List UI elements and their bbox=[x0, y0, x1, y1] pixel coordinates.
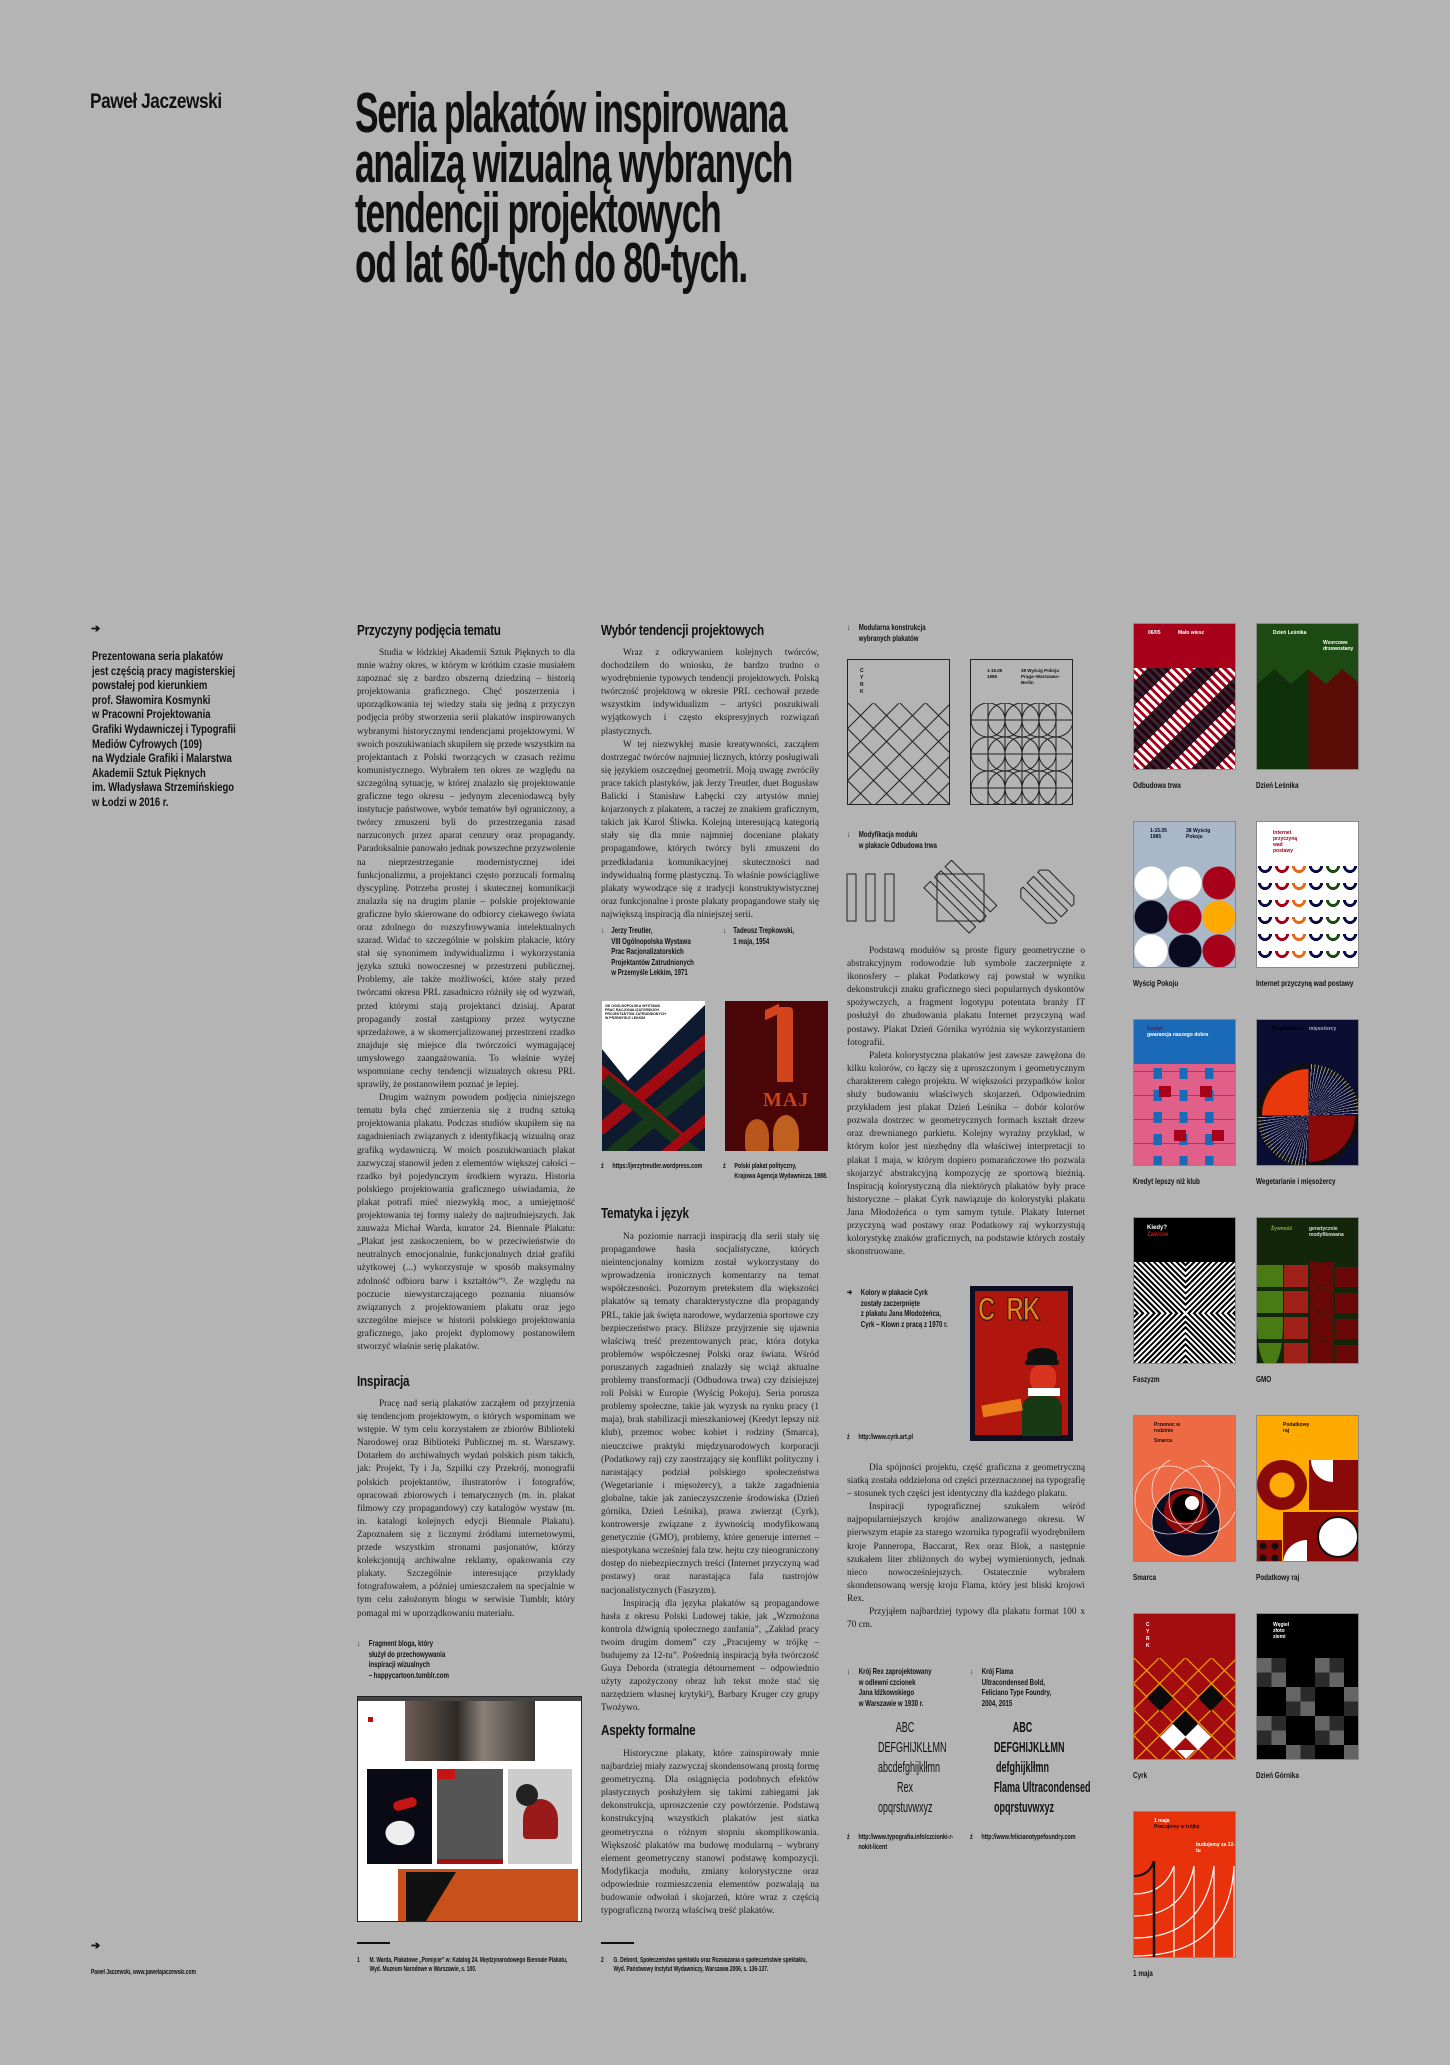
poster-smarca[interactable] bbox=[1133, 1415, 1236, 1562]
specimen-line: Rex bbox=[896, 1779, 914, 1796]
poster-text-line: ziemi bbox=[1273, 1634, 1286, 1640]
footnote-rule bbox=[601, 1942, 634, 1944]
poster-text: Zawsze bbox=[1147, 1232, 1169, 1238]
eye-circles-icon bbox=[1134, 1460, 1236, 1562]
intro-line: powstałej pod kierunkiem bbox=[92, 680, 208, 693]
footnote-number: 2 bbox=[601, 1957, 604, 1964]
letter: Y bbox=[860, 675, 864, 681]
section-inspiracja bbox=[357, 1373, 575, 1621]
red-block bbox=[1159, 1086, 1171, 1097]
poster-label: Podatkowy raj bbox=[1256, 1572, 1300, 1582]
number-one-shape bbox=[777, 1007, 793, 1082]
intro-line: na Wydziale Grafiki i Malarstwa bbox=[92, 753, 232, 766]
stripe-overlay bbox=[1134, 668, 1236, 770]
specimen-line: defghijklłmn bbox=[995, 1759, 1050, 1776]
intro-line: Mediów Cyfrowych (109) bbox=[92, 738, 203, 751]
dove-shape bbox=[745, 1119, 769, 1151]
paragraph: Drugim ważnym powodem podjęcia niniejszego tematu była chęć zmierzenia się z trudną sztuką projektowania plakatu. Podczas studiów skupiłem się na zagadnieniach związanych z identyfikacją wizualną oraz grafiką wydawniczą. W moich poszukiwaniach plakat zazwyczaj stanowił jeden z elementów większej całości – rzadko był pojedynczym środkiem wyrazu. Historia polskiego projektowania graficznego uświadamia, że plakat potrafi mieć niezwykłą moc, a umiejętność projektowania tej formy należy do najtrudniejszych. Jak zauważa Michał Warda, kurator 24. Biennale Plakatu: „Plakat jest zaskoczeniem, bo w przeciwieństwie do neutralnych emocjonalnie, funkcjonalnych dział grafiki użytkowej (...) wykorzystuje w sposób maksymalny zdolność odbioru barw i kształtów”¹. Ze względu na poczucie niewystarczającego poznania niuansów związanych z projektowaniem plakatu oraz jego szczególne miejsce w historii polskiego projektowania graficznego, jako projekt dyplomowy postanowiłem stworzyć właśnie serię plakatów. bbox=[357, 1093, 575, 1352]
poster-title: MAJ bbox=[763, 1089, 810, 1111]
tulip-column bbox=[1257, 1262, 1283, 1364]
author-name: Paweł Jaczewski bbox=[90, 90, 222, 113]
footnote-number: 1 bbox=[357, 1957, 360, 1964]
caption-line: Feliciano Type Foundry, bbox=[981, 1687, 1052, 1697]
poster-wyscig-pokoju[interactable] bbox=[1133, 821, 1236, 968]
running-track-icon bbox=[1134, 1856, 1236, 1958]
poster-text-line: PROJEKTANTÓW ZATRUDNIONYCH bbox=[605, 1012, 666, 1016]
title-line: Seria plakatów inspirowana bbox=[355, 81, 787, 145]
text-line: Praga–Warszawa–Berlin bbox=[1021, 674, 1061, 685]
source-flama bbox=[970, 1832, 1117, 1842]
paragraph: W tej niezwykłej masie kreatywności, zacząłem dostrzegać twórców najmniej licznych, którzy posługiwali się językiem oszczędnej geometrii. Moją uwagę zwróciły prace takich plastyków, jak Jerzy Treutler, duet Bogusław Balicki i Stanisław Łabęcki czy artystów mniej kojarzonych z plakatem, a raczej ze znakiem graficznym, takich jak Karol Śliwka. Kolejną interesującą kategorią stały się dla mnie najmniej doceniane plakaty propagandowe, których twórcy byli zmuszeni do przedkładania komunikacyjnej skuteczności nad indywidualną formę plastyczną. To właśnie powściągliwe plakaty wywodzące się z tradycji konstruktywistycznej oraz funkcjonalne i proste plakaty propagandowe stały się największą inspiracją dla niniejszej serii. bbox=[601, 739, 819, 920]
source-mark: ź bbox=[601, 1161, 604, 1170]
letter: R bbox=[1146, 1636, 1150, 1642]
poster-cyrk[interactable] bbox=[1133, 1613, 1236, 1760]
letter: K bbox=[1146, 1643, 1150, 1649]
blog-image-orange bbox=[398, 1869, 578, 1921]
caption-line: Krój Flama bbox=[981, 1666, 1014, 1676]
poster-dzien-gornika[interactable] bbox=[1256, 1613, 1359, 1760]
paragraph: Wraz z odkrywaniem kolejnych twórców, dochodziłem do wniosku, że bardzo trudno o wyodrębnienie typowych tendencji projektowych. Polską twórczość projektową w okresie PRL cechował przede wszystkim indywidualizm – artyści poszukiwali wyjątkowych i często ekspresyjnych rozwiązań plastycznych. bbox=[601, 648, 819, 737]
trepkowski-poster bbox=[725, 1001, 828, 1151]
treutler-poster bbox=[602, 1001, 705, 1151]
poster-title: C RK bbox=[978, 1291, 1040, 1327]
orange-arcs bbox=[1291, 866, 1308, 968]
mlodozeniec-cyrk-poster bbox=[970, 1286, 1073, 1441]
poster-podatkowy-raj[interactable] bbox=[1256, 1415, 1359, 1562]
section-heading: Aspekty formalne bbox=[601, 1722, 696, 1739]
caption-line: Modyfikacja modułu bbox=[858, 829, 918, 839]
poster-text: Kredyt bbox=[1147, 1026, 1163, 1032]
diagram-text-b bbox=[1021, 668, 1072, 686]
poster-label: Kredyt lepszy niż klub bbox=[1133, 1176, 1200, 1186]
paragraph: Pracę nad serią plakatów zacząłem od przyjrzenia się tendencjom projektowym, o których wspominam we wstępie. W tym celu korzystałem ze zbiorów Biblioteki Narodowej oraz Biblioteki Publicznej m. st. Warszawy. Dotarłem do archiwalnych wydań polskich pism takich, jak: Projekt, Ty i Ja, Szpilki czy Przekrój, monografii polskich projektantów, ilustratorów i fotografów, opracowań zbiorowych i tematycznych (m. in. plakat filmowy czy propagandowy) czy katalogów wystaw (m. in. katalogi kolejnych edycji Biennale Plakatu). Zapoznałem się z licznymi źródłami internetowymi, przede wszystkim stronami pasjonatów, którzy kolekcjonują archiwalne reklamy, opakowania czy plakaty. Szczególnie interesujące przykłady fotografowałem, a później umieszczałem na specjalnie w tym celu założonym blogu w serwisie Tumblr, który pomagał mi w uporządkowaniu materiału. bbox=[357, 1399, 575, 1619]
row-mask bbox=[1134, 1064, 1236, 1166]
arrow-down-icon: ↓ bbox=[847, 622, 851, 632]
footnote-rule bbox=[357, 1942, 390, 1944]
page-title bbox=[355, 81, 913, 295]
caption-line: Jerzy Treutler, bbox=[611, 925, 653, 935]
poster-text: Mało wiesz bbox=[1178, 630, 1205, 636]
arrow-right-icon: ➔ bbox=[91, 623, 101, 635]
intro-line: jest częścią pracy magisterskiej bbox=[92, 665, 236, 678]
circle-column bbox=[1310, 1262, 1334, 1364]
intro-line: Akademii Sztuk Pięknych bbox=[92, 767, 206, 780]
section-aspekty bbox=[601, 1722, 819, 1918]
blog-logo bbox=[368, 1717, 373, 1722]
intro-line: w Pracowni Projektowania bbox=[92, 709, 211, 722]
text-line: 38 Wyścig Pokoju bbox=[1021, 668, 1060, 673]
section-heading: Wybór tendencji projektowych bbox=[601, 622, 764, 639]
poster-1-maja[interactable] bbox=[1133, 1811, 1236, 1958]
source-line: http://www.felicianotypefoundry.com bbox=[981, 1832, 1076, 1841]
poster-odbudowa-trwa[interactable] bbox=[1133, 623, 1236, 770]
poster-text-line: VIII OGÓLNOPOLSKA WYSTAWA bbox=[605, 1004, 661, 1008]
letter: Y bbox=[1146, 1629, 1150, 1635]
blog-screenshot bbox=[357, 1696, 582, 1922]
specimen-line: DEFGHIJKLŁMN bbox=[994, 1739, 1065, 1756]
font-specimen-flama bbox=[994, 1718, 1091, 1818]
section-body bbox=[601, 647, 819, 922]
modular-diagram-wyscig bbox=[970, 659, 1073, 805]
caption-font-rex bbox=[847, 1666, 964, 1708]
strawberry-column bbox=[1284, 1262, 1308, 1364]
arrow-down-icon: ↓ bbox=[357, 1638, 361, 1648]
blog-caption bbox=[357, 1638, 485, 1680]
specimen-line: DEFGHIJKLŁMN bbox=[878, 1739, 947, 1756]
poster-text: mięsożercy bbox=[1309, 1026, 1337, 1032]
poster-text: Pracujemy w trójkę bbox=[1154, 1824, 1200, 1830]
arrow-right-icon: ➔ bbox=[847, 1287, 853, 1297]
dotted-block bbox=[1257, 1540, 1282, 1562]
section-wybor bbox=[601, 622, 819, 922]
caption-line: Modularna konstrukcja bbox=[858, 622, 926, 632]
poster-internet[interactable] bbox=[1256, 821, 1359, 968]
letter: C bbox=[860, 668, 864, 674]
swiat-footer bbox=[437, 1859, 503, 1864]
caption-line: – happycartoon.tumblr.com bbox=[368, 1669, 449, 1680]
poster-faszyzm[interactable] bbox=[1133, 1217, 1236, 1364]
paragraph: Inspiracji typograficznej szukałem wśród najpopularniejszych krojów analizowanego okresu. W pierwszym etapie za starego wzornika typografii wyodrębniłem kroje Panneropa, Baccarat, Rex oraz Blok, a następnie szukałem liter zbliżonych do wybej wymienionych, jednak nieco nowocześniejszych. Ostatecznie wybrałem skondensowaną wersję kroju Flama, który jest bliski krojowi Rex. bbox=[847, 1502, 1085, 1604]
blog-image-bowling bbox=[367, 1769, 432, 1864]
dark-shape bbox=[406, 1872, 456, 1921]
poster-label: Faszyzm bbox=[1133, 1374, 1160, 1384]
modular-diagram-cyrk bbox=[847, 659, 950, 805]
specimen-line: ABC bbox=[1012, 1719, 1033, 1736]
footer-credit[interactable]: Paweł Jaczewski, www.pawelajaczewski.com bbox=[91, 1969, 196, 1976]
caption-treutler bbox=[601, 925, 730, 978]
poster-gmo[interactable] bbox=[1256, 1217, 1359, 1364]
source-line: Krajowa Agencja Wydawnicza, 1988. bbox=[734, 1170, 828, 1180]
intro-line: w Łodzi w 2016 r. bbox=[92, 796, 169, 809]
arc-pattern bbox=[1257, 866, 1359, 968]
clown-body bbox=[1022, 1396, 1062, 1436]
caption-line: Tadeusz Trepkowski, bbox=[733, 925, 795, 935]
red-shape bbox=[392, 1796, 418, 1812]
footnote-line: M. Warda, Plakatowe „Pomijcie” w: Katalog 24. Międzynarodowego Biennale Plakatu, bbox=[369, 1957, 568, 1964]
circle-pattern bbox=[1134, 866, 1236, 968]
text-line: 1-15.05 bbox=[987, 668, 1003, 673]
ring-shape bbox=[1257, 1460, 1307, 1510]
section-body bbox=[601, 1748, 819, 1918]
red-block bbox=[1174, 1130, 1186, 1141]
clown-collar bbox=[1028, 1388, 1060, 1396]
poster-label: GMO bbox=[1256, 1374, 1272, 1384]
mosaic-mask bbox=[1257, 1658, 1359, 1760]
poster-text: Internet przyczyną wad postawy bbox=[1273, 830, 1298, 854]
caption-line: Jana Idźkowskiego bbox=[858, 1687, 915, 1697]
source-mark: ź bbox=[970, 1832, 973, 1841]
poster-label: Dzień Górnika bbox=[1256, 1770, 1299, 1780]
intro-text bbox=[92, 650, 248, 811]
poster-text-line: PRAC RACJONALIZATORSKICH bbox=[605, 1008, 659, 1012]
poster-text: gwarancja naszego dobra bbox=[1147, 1032, 1209, 1038]
specimen-line: Flama Ultracondensed bbox=[994, 1779, 1091, 1796]
poster-text: 38 Wyścig Pokoju bbox=[1186, 828, 1211, 840]
arrow-down-icon: ↓ bbox=[601, 925, 605, 935]
poster-text: 1 maja bbox=[1154, 1818, 1170, 1824]
arrow-right-icon: ➔ bbox=[91, 1940, 101, 1952]
poster-text: genetycznie modyfikowana bbox=[1309, 1226, 1344, 1238]
arrow-down-icon: ↓ bbox=[847, 829, 851, 839]
specimen-line: ABC bbox=[895, 1719, 915, 1736]
caption-line: w plakacie Odbudowa trwa bbox=[858, 839, 937, 850]
poster-label: Wyścig Pokoju bbox=[1133, 978, 1179, 988]
footnote-2 bbox=[601, 1956, 895, 1974]
blog-image-tyija bbox=[508, 1769, 572, 1864]
poster-label: Odbudowa trwa bbox=[1133, 780, 1181, 790]
hair-shape bbox=[516, 1784, 538, 1806]
title-line: tendencji projektowych bbox=[355, 181, 721, 245]
diagram-text-a bbox=[987, 668, 1002, 680]
source-line: http://www.typografia.info/czcionki-r- bbox=[858, 1832, 954, 1841]
intro-line: Grafiki Wydawniczej i Typografii bbox=[92, 723, 236, 736]
source-mark: ź bbox=[847, 1432, 850, 1441]
poster-text: Kiedy? bbox=[1147, 1225, 1168, 1231]
paragraph: Na poziomie narracji inspiracją dla serii stały się propagandowe hasła socjalistyczne, których nieintencjonalny komizm został wykorzystany do wprowadzenia ironicznych komentarzy na temat współczesności. Pozornym pretekstem dla większości plakatów są tematy charakterystyczne dla propagandy PRL, takie jak święta narodowe, wydarzenia sportowe czy bezpieczeństwo pracy. Bliższe przyjrzenie się ujawnia właściwą treść prezentowanych prac, która dotyka problemów współczesnej Polski oraz świata. Wśród poruszanych zagadnień znalazły się wciąż aktualne problemy transformacji (Odbudowa trwa) czy dzisiejszej roli Polski w Europie (Wyścig Pokoju). Seria porusza problemy społeczne, takie jak wyzysk na rynku pracy (1 maja), brak stabilizacji mieszkaniowej (Kredyt lepszy niż klub), przemoc wobec kobiet i rodziny (Smarca), nieuczciwe praktyki międzynarodowych korporacji (Podatkowy raj) czy zaostrzający się konflikt polityczny i narastający podział polskiego społeczeństwa (Wegetarianie i mięsożercy), a także zagadnienia globalne, takie jak zanieczyszczenie środowiska (Dzień górnika, Dzień Leśnika), prawa zwierząt (Cyrk), kontrowersje związane z żywnością modyfikowaną genetycznie (GMO), problemy, które generuje internet – niespotykana wcześniej fala tzw. hejtu czy nieograniczony dostęp do niebezpiecznych treści (Internet przyczyną wad postawy) oraz narastająca fala nastrojów nacjonalistycznych (Faszyzm). bbox=[601, 1232, 819, 1596]
arrow-down-icon: ↓ bbox=[723, 925, 727, 935]
specimen-line: opqrstuvwxyz bbox=[878, 1799, 933, 1816]
caption-modular bbox=[847, 622, 956, 643]
caption-line: Krój Rex zaprojektowany bbox=[858, 1666, 932, 1676]
poster-text bbox=[605, 1004, 666, 1020]
section-przyczyny bbox=[357, 622, 575, 1354]
section-heading: Przyczyny podjęcia tematu bbox=[357, 622, 501, 639]
poster-text: Żywność bbox=[1271, 1226, 1293, 1232]
section-body bbox=[357, 1398, 575, 1621]
poster-dzien-lesnika[interactable] bbox=[1256, 623, 1359, 770]
paragraph: Podstawą modułów są proste figury geometryczne o abstrakcyjnym rodowodzie lub symbole zaczerpnięte z ikonosfery – plakat Podatkowy raj powstał w wyniku dekonstrukcji znaku graficznego sieci popularnych dyskontów spożywczych, a fragment logotypu potentata branży IT posłużył do zbudowania plakatu Internet przyczyną wad postawy. Plakat Dzień Górnika wyróżnia się wykorzystaniem fotografii. bbox=[847, 946, 1085, 1048]
paragraph: Przyjąłem najbardziej typowy dla plakatu format 100 x 70 cm. bbox=[847, 1607, 1085, 1631]
swiat-logo bbox=[437, 1769, 455, 1779]
footnote-line: Wyd. Państwowy Instytut Wydawniczy, Warszawa 2006, s. 136-137. bbox=[613, 1966, 769, 1973]
poster-text-line: W PRZEMYŚLE LEKKIM bbox=[605, 1016, 646, 1020]
white-circle bbox=[1317, 1516, 1359, 1558]
section-body bbox=[357, 647, 575, 1354]
source-mark: ź bbox=[847, 1832, 850, 1841]
module-modification-icon bbox=[845, 860, 1085, 935]
poster-text: Wzorcowe drzewostany bbox=[1323, 640, 1354, 652]
source-line: Polski plakat polityczny, bbox=[734, 1161, 797, 1170]
paragraph: Studia w łódzkiej Akademii Sztuk Pięknych to dla mnie ważny okres, w którym w krótkim czasie musiałem zapoznać się z bardzo obszerną dziedziną – historią projektowania graficznego. Chęć poszerzenia i uporządkowania tej wiedzy stała się jedną z przyczyn podjęcia próby stworzenia serii plakatów inspirowanych wybranymi historycznymi tendencjami projektowymi. W swoich poszukiwaniach skupiłem się przede wszystkim na projektantach z Polski tworzących w czasach reżimu komunistycznego. Wybrałem ten okres ze względu na szczególną sytuację, w której znalazło się projektowanie graficzne tego okresu – jedynym zleceniodawcą były instytucje państwowe, wybór tematów był ograniczony, a twórcy zmuszeni byli do przestrzegania zasad narzuconych przez aparat cenzury oraz propagandy. Paradoksalnie panowało jednak powszechne przyzwolenie na nieprzestrzeganie modernistycznej idei funkcjonalizmu, a projektanci często porzucali formalną dyscyplinę. Potrzeba prostej i skutecznej komunikacji znalazła się na drugim planie – polskie projektowanie graficzne było skierowane do odbiorcy ciekawego świata oraz zdolnego do rozszyfrowywania intelektualnych szarad. Widać to szczególnie w polskim plakacie, który stał się synonimem indywidualizmu i wykorzystania języka sztuki nowoczesnej w przestrzeni publicznej. Problemy, ale także możliwości, które stały przed twórcami okresu PRL zasadniczo różniły się od wyzwań, przed którymi stają projektanci dzisiaj. Aparat propagandy został zastąpiony przez wytyczne sprzedażowe, a w skomercjalizowanej przestrzeni rzadko znajduje się miejsce dla twórczości wymagającej umysłowego zaangażowania. To właśnie wyżej wspomniane cechy tendencji wizualnych okresu PRL sprawiły, że postanowiłem poznać je lepiej. bbox=[357, 648, 575, 1091]
dove-shape bbox=[773, 1115, 799, 1151]
caption-line: Projektantów Zatrudnionych bbox=[611, 956, 694, 967]
red-arcs bbox=[1274, 866, 1291, 968]
caption-line: służył do przechowywania bbox=[368, 1648, 446, 1659]
source-treutler bbox=[601, 1161, 742, 1171]
caption-line: w odlewni czcionek bbox=[858, 1676, 916, 1687]
caption-line: 2004, 2015 bbox=[981, 1697, 1013, 1708]
source-cyrk bbox=[847, 1432, 939, 1442]
diagram-letters bbox=[860, 668, 864, 696]
caption-cyrk bbox=[847, 1287, 987, 1329]
poster-text: Dzień Leśnika bbox=[1273, 630, 1307, 636]
blog-image-swiat bbox=[437, 1769, 503, 1864]
caption-line: zostały zaczerpnięte bbox=[860, 1297, 920, 1308]
section-heading: Inspiracja bbox=[357, 1373, 410, 1390]
bowling-pins bbox=[375, 1819, 425, 1854]
poster-text: budujemy za 12-tu bbox=[1196, 1842, 1235, 1854]
section-body bbox=[601, 1231, 819, 1715]
poster-text: 06/05 bbox=[1148, 630, 1161, 636]
caption-line: Prac Racjonalizatorskich bbox=[611, 946, 684, 956]
font-specimen-rex bbox=[878, 1718, 947, 1818]
caption-line: Ultracondensed Bold, bbox=[981, 1676, 1045, 1687]
letter: C bbox=[1146, 1622, 1150, 1628]
source-line: http://www.cyrk.art.pl bbox=[858, 1432, 914, 1441]
diamond-grid-icon bbox=[848, 703, 950, 805]
caption-trepkowski bbox=[723, 925, 822, 946]
caption-line: 1 maja, 1954 bbox=[733, 935, 770, 946]
text-line: 1985 bbox=[987, 674, 998, 679]
caption-line: Kolory w plakacie Cyrk bbox=[860, 1287, 928, 1297]
intro-line: prof. Sławomira Kosmynki bbox=[92, 694, 211, 707]
modular-body-2 bbox=[847, 1462, 1085, 1632]
caption-line: inspiracji wizualnych bbox=[368, 1659, 430, 1669]
diamond-column bbox=[1335, 1262, 1359, 1364]
poster-letters bbox=[1146, 1622, 1150, 1650]
section-heading: Tematyka i język bbox=[601, 1205, 689, 1222]
poster-label: Dzień Leśnika bbox=[1256, 780, 1299, 790]
poster-text: Wegetarianie bbox=[1272, 1026, 1304, 1032]
letter: K bbox=[860, 689, 864, 695]
letter: R bbox=[860, 682, 864, 688]
specimen-line: opqrstuvwxyz bbox=[994, 1799, 1055, 1816]
poster-text: 1-15.05 1985 bbox=[1150, 828, 1167, 840]
title-line: analizą wizualną wybranych bbox=[355, 131, 793, 195]
green-arcs bbox=[1325, 866, 1342, 968]
caption-line: z plakatu Jana Młodożeńca, bbox=[860, 1308, 942, 1318]
paragraph: Inspiracją dla języka plakatów są propagandowe hasła z okresu Polski Ludowej takie, jak „Wzmożona kontrola dźwignią społecznego zaufania”, „Zakład pracy twoim drugim domem” czy „Pracujemy w trójkę – budujemy za 12-tu”. Pośrednią inspiracją była twórczość Guya Deborda (strategia détournement – odpowiednio użyty zapożyczony obraz lub tekst może stać się narzędziem własnej krytyki²), Barbary Kruger czy grupy Twożywo. bbox=[601, 1598, 819, 1714]
poster-text: Podatkowy raj bbox=[1283, 1422, 1310, 1434]
poster-label: Cyrk bbox=[1133, 1770, 1148, 1780]
poster-text-line: Węgiel bbox=[1273, 1622, 1290, 1628]
poster-text bbox=[1273, 1622, 1289, 1640]
caption-line: Cyrk – Klown z pracą z 1970 r. bbox=[860, 1318, 948, 1329]
paragraph: Dla spójności projektu, część graficzna z geometryczną siatką została oddzielona od części przeznaczonej na typografię – stosunek tych części jest identyczny dla każdego plakatu. bbox=[847, 1463, 1085, 1500]
caption-line: w Warszawie w 1930 r. bbox=[858, 1697, 924, 1708]
title-line: od lat 60-tych do 80-tych. bbox=[355, 231, 747, 295]
red-block bbox=[1200, 1086, 1212, 1097]
poster-text: Smarca bbox=[1154, 1438, 1173, 1444]
source-mark: ź bbox=[723, 1161, 726, 1170]
poster-label: Internet przyczyną wad postawy bbox=[1256, 978, 1354, 988]
caption-font-flama bbox=[970, 1666, 1083, 1708]
caption-line: w Przemyśle Lekkim, 1971 bbox=[611, 967, 688, 977]
poster-text-line: złoto bbox=[1273, 1628, 1285, 1634]
caption-line: wybranych plakatów bbox=[858, 632, 919, 643]
poster-wegetarianie[interactable] bbox=[1256, 1019, 1359, 1166]
intro-line: Prezentowana seria plakatów bbox=[92, 651, 224, 663]
poster-kredyt[interactable] bbox=[1133, 1019, 1236, 1166]
footnote-line: Wyd. Muzeum Narodowe w Warszawie, s. 100. bbox=[369, 1966, 477, 1973]
diamond-face-icon bbox=[1134, 1658, 1236, 1760]
red-block bbox=[1212, 1130, 1224, 1141]
poster-label: 1 maja bbox=[1133, 1968, 1153, 1978]
section-tematyka bbox=[601, 1205, 819, 1715]
arrow-down-icon: ↓ bbox=[970, 1666, 974, 1676]
paragraph: Paleta kolorystyczna plakatów jest zawsze zawężona do kilku kolorów, co łączy się z uproszczonym i geometrycznym charakterem całego projektu. W większości przypadków kolor służy budowaniu właściwych skojarzeń. Odpowiednim przykładem jest plakat Dzień Leśnika – dobór kolorów pozwala dostrzec w geometrycznych formach kształt drzew oraz drewnianego parkietu. Kolejny wyraźny przykład, w którym kolor jest niezbędny dla właściwej interpretacji to plakat 1 maja, w którym dopiero pomarańczowe tło pozwala skojarzyć abstrakcyjną kompozycję ze sportową bieżnią. Inspiracją kolorystyczną dla niektórych plakatów były prace historyczne – plakat Cyrk nawiązuje do kolorystyki plakatu Jana Młodożeńca o tym samym tytule. Plakaty Internet przyczyną wad postawy oraz Podatkowy raj wykorzystują kolorystykę znaków graficznych, na podstawie których zostały skonstruowane. bbox=[847, 1050, 1085, 1258]
source-line: https://jerzytreutler.wordpress.com bbox=[612, 1161, 703, 1170]
modular-body-1 bbox=[847, 945, 1085, 1259]
caption-line: Fragment bloga, który bbox=[368, 1638, 433, 1648]
poster-label: Smarca bbox=[1133, 1572, 1157, 1582]
caption-module-mod bbox=[847, 829, 972, 850]
footnote-line: G. Debord, Społeczeństwo spektaklu oraz Rozważania o społeczeństwie spektaklu, bbox=[613, 1957, 807, 1964]
specimen-line: abcdefghijklłmn bbox=[878, 1759, 941, 1776]
blog-image-comic bbox=[405, 1701, 535, 1761]
paragraph: Historyczne plakaty, które zainspirowały mnie najbardziej miały zazwyczaj skondensowaną prostą formę geometryczną. Dla osiągnięcia podobnych efektów plastycznych posłużyłem się takimi zabiegami jak dekonstrukcja, uproszczenie czy powtórzenie. Podstawą konstrukcyjną wszystkich plakatów jest siatka geometryczna o różnym stopniu skomplikowania. Większość plakatów ma budowę modularną – wybrany element geometryczny stanowi podstawę kompozycji. Modyfikacja modułu, zmiany kolorystyczne oraz odpowiednie rozmieszczenia elementów pozwalają na budowanie odwołań i skojarzeń, które wraz z częścią typograficzną tworzą właściwą treść plakatów. bbox=[601, 1749, 819, 1917]
poster-label: Wegetarianie i mięsożercy bbox=[1256, 1176, 1336, 1186]
arrow-down-icon: ↓ bbox=[847, 1666, 851, 1676]
intro-line: im. Władysława Strzemińskiego bbox=[92, 782, 235, 795]
poster-text: Przemoc w rodzinie bbox=[1154, 1422, 1181, 1434]
caption-line: VIII Ogólnopolska Wystawa bbox=[611, 935, 691, 946]
circle-grid-icon bbox=[971, 703, 1073, 805]
source-line: nokit-licent bbox=[858, 1841, 888, 1851]
